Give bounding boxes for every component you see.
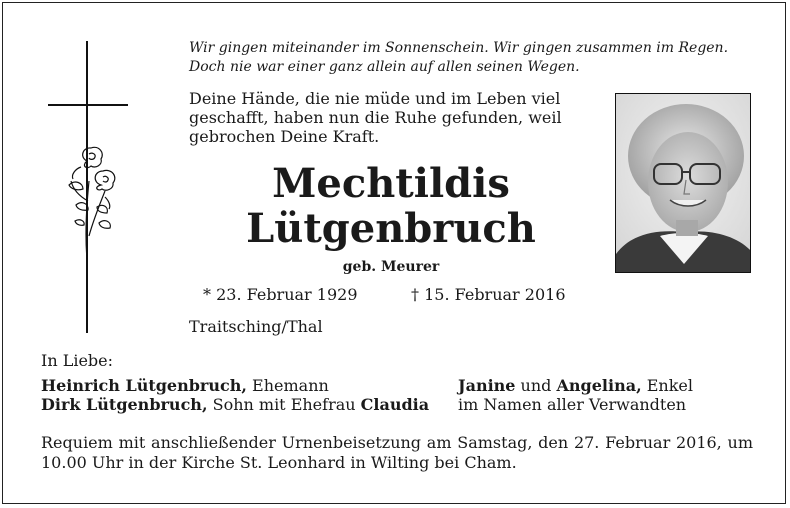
mourner-relation: Ehemann (246, 376, 329, 395)
mourner-line-2 (41, 395, 429, 414)
verse-line-2: Doch nie war einer ganz allein auf allen seinen Wegen. (189, 59, 580, 75)
birth-date: * 23. Februar 1929 (203, 285, 358, 304)
mourner-extra-name: Claudia (360, 395, 430, 414)
cross-bar (48, 104, 128, 106)
mourner-line-3 (458, 376, 693, 395)
portrait-photo (615, 93, 751, 273)
grandchild-relation: Enkel (641, 376, 693, 395)
deceased-last-name: Lütgenbruch (246, 205, 536, 252)
deceased-first-name: Mechtildis (272, 160, 510, 207)
quote (189, 89, 562, 146)
quote-line-3: gebrochen Deine Kraft. (189, 127, 380, 146)
birth-name: geb. Meurer (342, 259, 440, 275)
verse (189, 39, 728, 77)
death-date: † 15. Februar 2016 (411, 285, 566, 304)
obituary-notice (2, 2, 786, 504)
quote-line-2: geschafft, haben nun die Ruhe gefunden, weil (189, 108, 562, 127)
mourner-line-1 (41, 376, 329, 395)
service-info: Requiem mit anschließender Urnenbeisetzung am Samstag, den 27. Februar 2016, um 10.00 Uhr in der Kirche St. Leonhard in Wilting bei Cham. (41, 433, 753, 472)
mourner-line-4: im Namen aller Verwandten (458, 395, 687, 414)
mourner-name: Dirk Lütgenbruch, (41, 395, 208, 414)
conjunction: und (515, 376, 557, 395)
mourners-heading: In Liebe: (41, 351, 114, 370)
mourner-relation: Sohn mit Ehefrau (207, 395, 361, 414)
residence-place: Traitsching/Thal (189, 317, 323, 336)
portrait-image (616, 94, 751, 273)
mourner-name: Heinrich Lütgenbruch, (41, 376, 247, 395)
roses-icon (61, 141, 121, 261)
verse-line-1: Wir gingen miteinander im Sonnenschein. Wir gingen zusammen im Regen. (189, 40, 729, 56)
grandchild-name-1: Janine (458, 376, 516, 395)
quote-line-1: Deine Hände, die nie müde und im Leben viel (189, 89, 561, 108)
grandchild-name-2: Angelina, (556, 376, 642, 395)
